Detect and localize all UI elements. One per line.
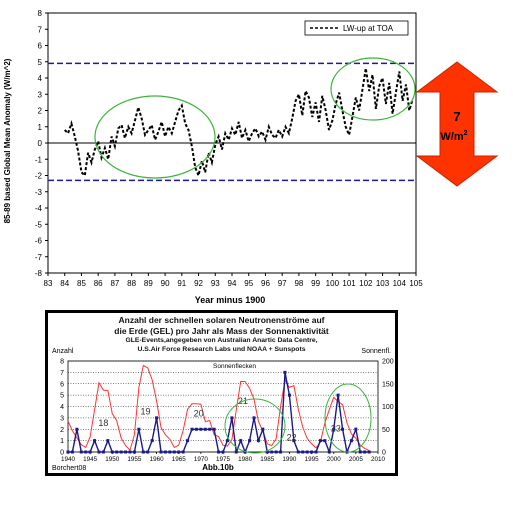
- bottom-left-tick-label: 4: [60, 404, 64, 411]
- top-y-tick-label: -7: [34, 252, 42, 262]
- gle-point: [363, 451, 366, 454]
- gle-point: [284, 371, 287, 374]
- gle-point: [160, 451, 163, 454]
- bottom-right-tick-label: 100: [382, 404, 394, 411]
- top-y-tick-label: -8: [34, 269, 42, 278]
- gle-point: [323, 439, 326, 442]
- gle-point: [80, 451, 83, 454]
- range-arrow-value: 7: [453, 109, 461, 124]
- top-y-ticks: [35, 9, 48, 278]
- bottom-x-tick-label: 2010: [370, 456, 386, 463]
- gle-point: [151, 439, 154, 442]
- top-y-tick-label: 0: [37, 139, 42, 148]
- bottom-x-ticks: [60, 449, 386, 463]
- gle-point: [168, 451, 171, 454]
- top-x-tick-label: 92: [194, 279, 203, 288]
- bottom-left-tick-label: 6: [60, 381, 64, 389]
- gle-point: [368, 451, 371, 454]
- bottom-right-tick-label: 150: [382, 381, 394, 389]
- top-y-tick-label: -5: [34, 220, 42, 230]
- top-x-axis-label: Year minus 1900: [194, 295, 266, 305]
- top-y-tick-label: 7: [37, 25, 42, 35]
- top-x-tick-label: 101: [342, 279, 356, 288]
- cycle-label: 19: [140, 406, 151, 417]
- bottom-left-tick-label: 3: [60, 415, 64, 423]
- bottom-subtitle-line2: U.S.Air Force Research Labs und NOAA + Sunspots: [137, 346, 306, 353]
- gle-point: [142, 451, 145, 454]
- gle-point: [84, 451, 87, 454]
- bottom-left-tick-label: 0: [60, 449, 64, 457]
- left-axis-label: Anzahl: [52, 348, 74, 355]
- legend: [305, 21, 408, 35]
- bottom-x-tick-label: 1975: [215, 456, 231, 463]
- gle-point: [146, 451, 149, 454]
- gle-point: [315, 451, 318, 454]
- gle-point: [115, 451, 118, 454]
- gle-point: [213, 428, 216, 431]
- top-y-tick-label: -4: [34, 204, 42, 213]
- gle-point: [279, 451, 282, 454]
- top-x-tick-label: 93: [210, 279, 220, 288]
- range-arrow: [417, 62, 497, 186]
- gle-point: [239, 439, 242, 442]
- bottom-x-tick-label: 1970: [193, 456, 208, 463]
- top-y-tick-label: 6: [37, 41, 42, 51]
- neutron-flux-chart: [48, 313, 395, 473]
- gle-point: [310, 451, 313, 454]
- top-x-tick-label: 88: [127, 279, 137, 288]
- top-y-tick-label: -2: [34, 171, 42, 181]
- bottom-left-tick-label: 7: [60, 369, 64, 377]
- top-x-tick-label: 86: [93, 279, 103, 288]
- gle-point: [120, 451, 123, 454]
- top-x-tick-label: 96: [261, 279, 270, 288]
- gle-point: [337, 394, 340, 397]
- legend-label: LW-up at TOA: [343, 24, 394, 33]
- top-x-tick-label: 100: [325, 279, 340, 288]
- gle-point: [230, 416, 233, 419]
- bottom-right-tick-label: 50: [382, 426, 390, 434]
- gle-point: [98, 451, 101, 454]
- gle-point: [306, 451, 309, 454]
- gle-point: [301, 451, 304, 454]
- figure-label: Abb.10b: [202, 463, 234, 472]
- top-x-tick-label: 90: [160, 279, 170, 288]
- credit-label: Borchert08: [52, 465, 87, 472]
- gle-point: [75, 428, 78, 431]
- bottom-left-ticks: [60, 359, 64, 457]
- range-arrow-unit: $W/m^2$: [440, 130, 468, 143]
- top-y-tick-label: 4: [37, 74, 42, 83]
- gle-point: [133, 451, 136, 454]
- top-x-tick-label: 104: [392, 279, 406, 288]
- bottom-x-tick-label: 1990: [282, 456, 297, 463]
- gle-point: [208, 428, 211, 431]
- gle-point: [261, 428, 264, 431]
- top-x-tick-label: 94: [227, 279, 237, 288]
- top-y-tick-label: -1: [34, 155, 42, 165]
- gle-point: [71, 451, 74, 454]
- top-x-tick-label: 99: [311, 279, 321, 288]
- bottom-left-tick-label: 8: [60, 358, 64, 366]
- gle-point: [195, 428, 198, 431]
- gle-point: [319, 439, 322, 442]
- bottom-left-tick-label: 2: [60, 426, 64, 434]
- cycle-label: 22: [286, 432, 297, 443]
- top-x-tick-label: 102: [359, 279, 373, 288]
- gle-point: [186, 439, 189, 442]
- gle-point: [275, 451, 278, 454]
- top-y-tick-label: -6: [34, 236, 42, 246]
- right-axis-label: Sonnenfl.: [361, 348, 391, 355]
- bottom-title-line2: die Erde (GEL) pro Jahr als Mass der Sonnenaktivität: [114, 326, 329, 336]
- bottom-right-tick-label: 200: [382, 358, 394, 366]
- top-y-axis-label: 85-89 based Global Mean Anomaly (W/m^2): [3, 58, 12, 224]
- gle-point: [341, 428, 344, 431]
- bottom-x-tick-label: 1985: [260, 456, 275, 463]
- cycle-label: 20: [193, 408, 204, 419]
- top-x-tick-label: 91: [177, 279, 187, 288]
- cycle-label: 23: [330, 423, 341, 434]
- bottom-x-tick-label: 1965: [171, 456, 186, 463]
- bottom-x-tick-label: 1955: [127, 456, 142, 463]
- top-x-tick-label: 89: [143, 279, 153, 288]
- gle-point: [235, 451, 238, 454]
- gle-point: [106, 439, 109, 442]
- gle-point: [359, 451, 362, 454]
- top-y-tick-label: 3: [37, 90, 42, 100]
- top-x-tick-label: 87: [110, 279, 120, 288]
- bottom-right-ticks: [382, 359, 394, 457]
- gle-point: [248, 439, 251, 442]
- bottom-x-tick-label: 1945: [83, 456, 98, 463]
- gle-point: [350, 439, 353, 442]
- bottom-subtitle-line1: GLE-Events,angegeben von Australian Anartic Data Centre,: [125, 337, 318, 344]
- bottom-x-tick-label: 1940: [60, 456, 76, 463]
- gle-point: [89, 451, 92, 454]
- gle-point: [354, 428, 357, 431]
- gle-point: [137, 428, 140, 431]
- bottom-right-tick-label: 0: [382, 449, 386, 457]
- bottom-x-tick-label: 1960: [149, 456, 164, 463]
- bottom-left-tick-label: 5: [60, 392, 64, 400]
- lw-up-series-line: [65, 68, 413, 175]
- gle-point: [191, 428, 194, 431]
- top-x-tick-label: 98: [294, 279, 304, 288]
- gle-point: [93, 439, 96, 442]
- top-x-tick-label: 84: [60, 279, 70, 288]
- sunspot-series-label: Sonnenflecken: [213, 363, 257, 370]
- neutron-flux-figure: [45, 310, 398, 476]
- gle-point: [328, 451, 331, 454]
- gle-point: [270, 451, 273, 454]
- bottom-x-tick-label: 2000: [326, 456, 341, 463]
- gle-point: [217, 451, 220, 454]
- gle-point: [155, 416, 158, 419]
- top-x-tick-label: 103: [375, 279, 390, 288]
- top-x-tick-label: 97: [277, 279, 287, 288]
- gle-point: [297, 451, 300, 454]
- gle-point: [129, 451, 132, 454]
- gle-point: [102, 451, 105, 454]
- top-y-tick-label: 1: [37, 122, 42, 132]
- top-y-tick-label: 2: [37, 106, 42, 116]
- top-y-tick-label: 8: [37, 9, 42, 18]
- gle-point: [257, 439, 260, 442]
- gle-point: [253, 416, 256, 419]
- bottom-x-tick-label: 1950: [105, 456, 120, 463]
- gle-point: [111, 451, 114, 454]
- gle-point: [204, 428, 207, 431]
- bottom-left-tick-label: 1: [60, 438, 64, 446]
- gle-point: [124, 451, 127, 454]
- bottom-x-tick-label: 2005: [348, 456, 363, 463]
- gle-point: [288, 394, 291, 397]
- bottom-x-tick-label: 1980: [238, 456, 253, 463]
- cycle-label: 18: [98, 417, 109, 428]
- top-x-ticks: [44, 273, 424, 288]
- cycle-label: 21: [237, 396, 248, 407]
- bottom-x-tick-label: 1995: [304, 456, 319, 463]
- bottom-title-line1: Anzahl der schnellen solaren Neutronenströme auf: [118, 315, 325, 325]
- cycle-labels: [98, 396, 341, 442]
- top-y-tick-label: -3: [34, 187, 42, 197]
- top-x-tick-label: 105: [409, 279, 423, 288]
- gle-point: [173, 451, 176, 454]
- top-y-tick-label: 5: [37, 57, 42, 67]
- gle-point: [177, 451, 180, 454]
- gle-point: [199, 428, 202, 431]
- gle-point: [164, 451, 167, 454]
- gle-point: [67, 451, 70, 454]
- top-x-tick-label: 85: [77, 279, 86, 288]
- gle-point: [222, 451, 225, 454]
- sunspot-series-line: [68, 366, 369, 451]
- top-x-tick-label: 95: [244, 279, 254, 288]
- gle-point: [182, 451, 185, 454]
- top-x-tick-label: 83: [43, 279, 53, 288]
